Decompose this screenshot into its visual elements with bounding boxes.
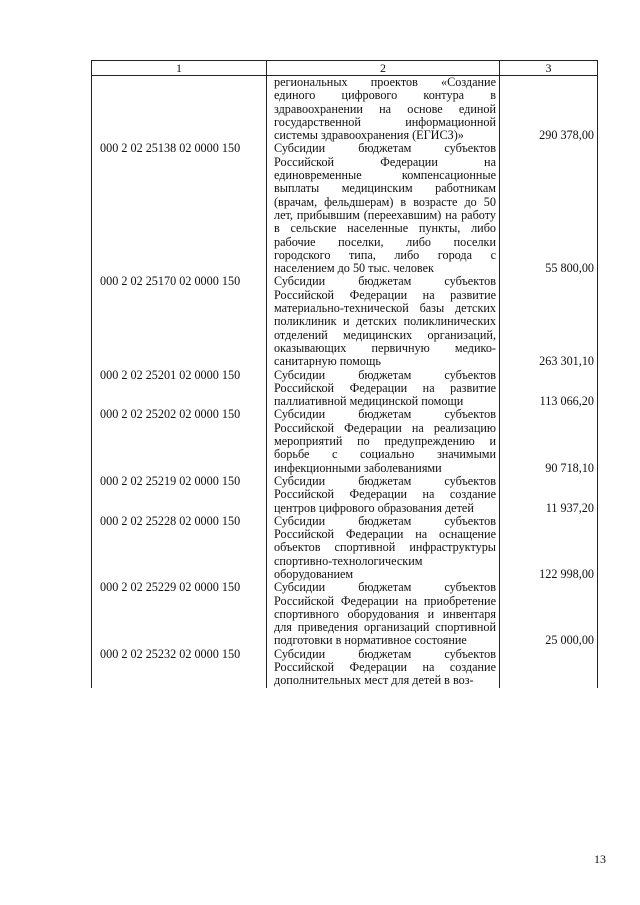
table-row	[92, 142, 598, 275]
budget-table	[91, 60, 598, 688]
row-description: Субсидии бюджетам субъектов Российской Федерации на реализацию мероприятий по предупреждению и борьбе с социально значимыми инфекционными заболеваниями	[267, 408, 500, 474]
row-amount: 25 000,00	[500, 581, 598, 647]
row-code: 000 2 02 25138 02 0000 150	[92, 142, 267, 275]
row-amount: 11 937,20	[500, 475, 598, 515]
row-code	[92, 76, 267, 143]
row-description: Субсидии бюджетам субъектов Российской Федерации на приобретение спортивного оборудования и инвентаря для приведения организаций спортивной подготовки в нормативное состояние	[267, 581, 500, 647]
table-row	[92, 515, 598, 581]
table-row	[92, 275, 598, 368]
row-amount: 90 718,10	[500, 408, 598, 474]
row-description: Субсидии бюджетам субъектов Российской Федерации на создание центров цифрового образования детей	[267, 475, 500, 515]
table-row	[92, 369, 598, 409]
row-description: Субсидии бюджетам субъектов Российской Федерации на развитие материально-технической базы детских поликлиник и детских поликлинических отделений медицинских организаций, оказывающих первичную медико-санитарную помощь	[267, 275, 500, 368]
header-row	[92, 61, 598, 76]
row-code: 000 2 02 25228 02 0000 150	[92, 515, 267, 581]
row-description: региональных проектов «Создание единого цифрового контура в здравоохранении на основе единой государственной информационной системы здравоохранения (ЕГИСЗ)»	[267, 76, 500, 143]
row-amount: 113 066,20	[500, 369, 598, 409]
table-row	[92, 648, 598, 688]
row-description: Субсидии бюджетам субъектов Российской Федерации на единовременные компенсационные выплаты медицинским работникам (врачам, фельдшерам) в возрасте до 50 лет, прибывшим (переехавшим) на работу в сельские населенные пункты, либо рабочие поселки, либо поселки городского типа, либо города с населением до 50 тыс. человек	[267, 142, 500, 275]
row-code: 000 2 02 25202 02 0000 150	[92, 408, 267, 474]
table-row	[92, 581, 598, 647]
table-row	[92, 475, 598, 515]
row-amount: 55 800,00	[500, 142, 598, 275]
row-description: Субсидии бюджетам субъектов Российской Федерации на создание дополнительных мест для детей в воз-	[267, 648, 500, 688]
row-code: 000 2 02 25219 02 0000 150	[92, 475, 267, 515]
row-amount	[500, 648, 598, 688]
row-description: Субсидии бюджетам субъектов Российской Федерации на развитие паллиативной медицинской помощи	[267, 369, 500, 409]
column-header-2: 2	[267, 61, 500, 76]
row-amount: 122 998,00	[500, 515, 598, 581]
row-amount: 290 378,00	[500, 76, 598, 143]
row-code: 000 2 02 25229 02 0000 150	[92, 581, 267, 647]
row-amount: 263 301,10	[500, 275, 598, 368]
column-header-3: 3	[500, 61, 598, 76]
row-description: Субсидии бюджетам субъектов Российской Федерации на оснащение объектов спортивной инфраструктуры спортивно-технологическим оборудованием	[267, 515, 500, 581]
row-code: 000 2 02 25170 02 0000 150	[92, 275, 267, 368]
table-row-continuation	[92, 76, 598, 143]
page-number: 13	[594, 852, 606, 866]
table-row	[92, 408, 598, 474]
column-header-1: 1	[92, 61, 267, 76]
row-code: 000 2 02 25232 02 0000 150	[92, 648, 267, 688]
row-code: 000 2 02 25201 02 0000 150	[92, 369, 267, 409]
